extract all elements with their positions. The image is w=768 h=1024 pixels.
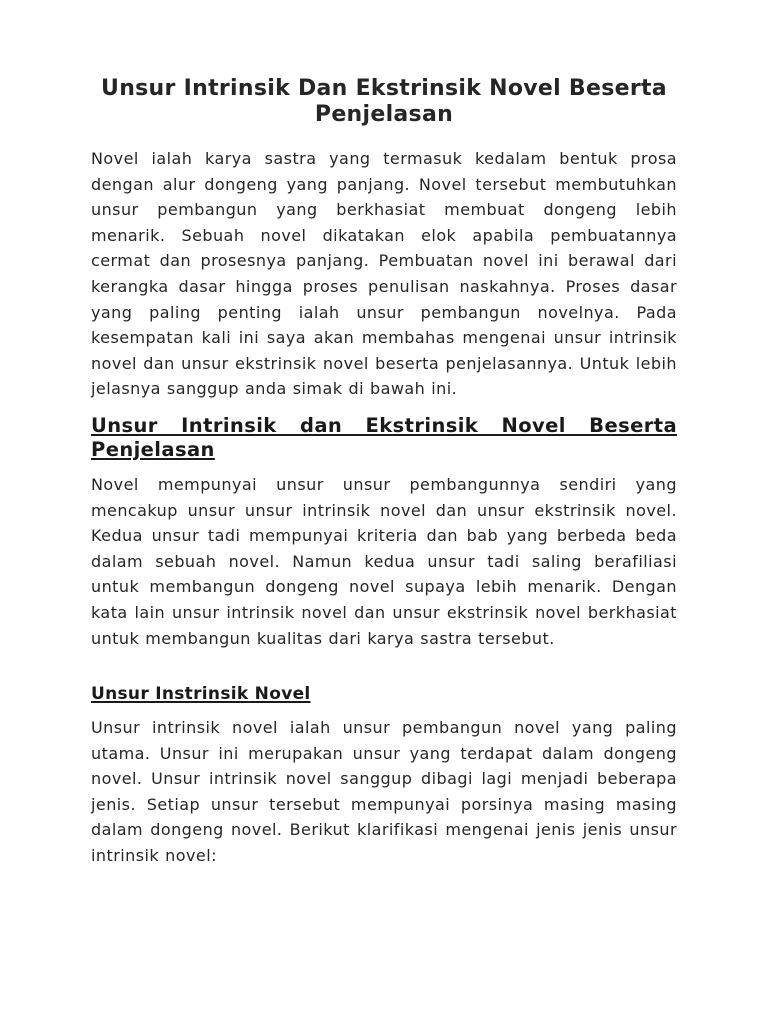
document-title: Unsur Intrinsik Dan Ekstrinsik Novel Beserta Penjelasan <box>101 76 667 127</box>
section-paragraph: Novel mempunyai unsur unsur pembangunnya sendiri yang mencakup unsur unsur intrinsik novel dan unsur ekstrinsik novel. Kedua unsur tadi mempunyai kriteria dan bab yang berbeda beda dalam sebuah novel. Namun kedua unsur tadi saling berafiliasi untuk membangun dongeng novel supaya lebih menarik. Dengan kata lain unsur intrinsik novel dan unsur ekstrinsik novel berkhasiat untuk membangun kualitas dari karya sastra tersebut. <box>91 474 677 648</box>
subsection-paragraph: Unsur intrinsik novel ialah unsur pembangun novel yang paling utama. Unsur ini merupakan unsur yang terdapat dalam dongeng novel. Unsur intrinsik novel sanggup dibagi lagi menjadi beberapa jenis. Setiap unsur tersebut mempunyai porsinya masing masing dalam dongeng novel. Berikut klarifikasi mengenai jenis jenis unsur intrinsik novel: <box>91 718 677 866</box>
document-page <box>91 76 677 869</box>
subsection-heading: Unsur Instrinsik Novel <box>91 684 311 705</box>
section-heading: Unsur Intrinsik dan Ekstrinsik Novel Beserta Penjelasan <box>91 413 677 461</box>
intro-paragraph: Novel ialah karya sastra yang termasuk kedalam bentuk prosa dengan alur dongeng yang panjang. Novel tersebut membutuhkan unsur pembangun yang berkhasiat membuat dongeng lebih menarik. Sebuah novel dikatakan elok apabila pembuatannya cermat dan prosesnya panjang. Pembuatan novel ini berawal dari kerangka dasar hingga proses penulisan naskahnya. Proses dasar yang paling penting ialah unsur pembangun novelnya. Pada kesempatan kali ini saya akan membahas mengenai unsur intrinsik novel dan unsur ekstrinsik novel beserta penjelasannya. Untuk lebih jelasnya sanggup anda simak di bawah ini. <box>91 149 677 399</box>
